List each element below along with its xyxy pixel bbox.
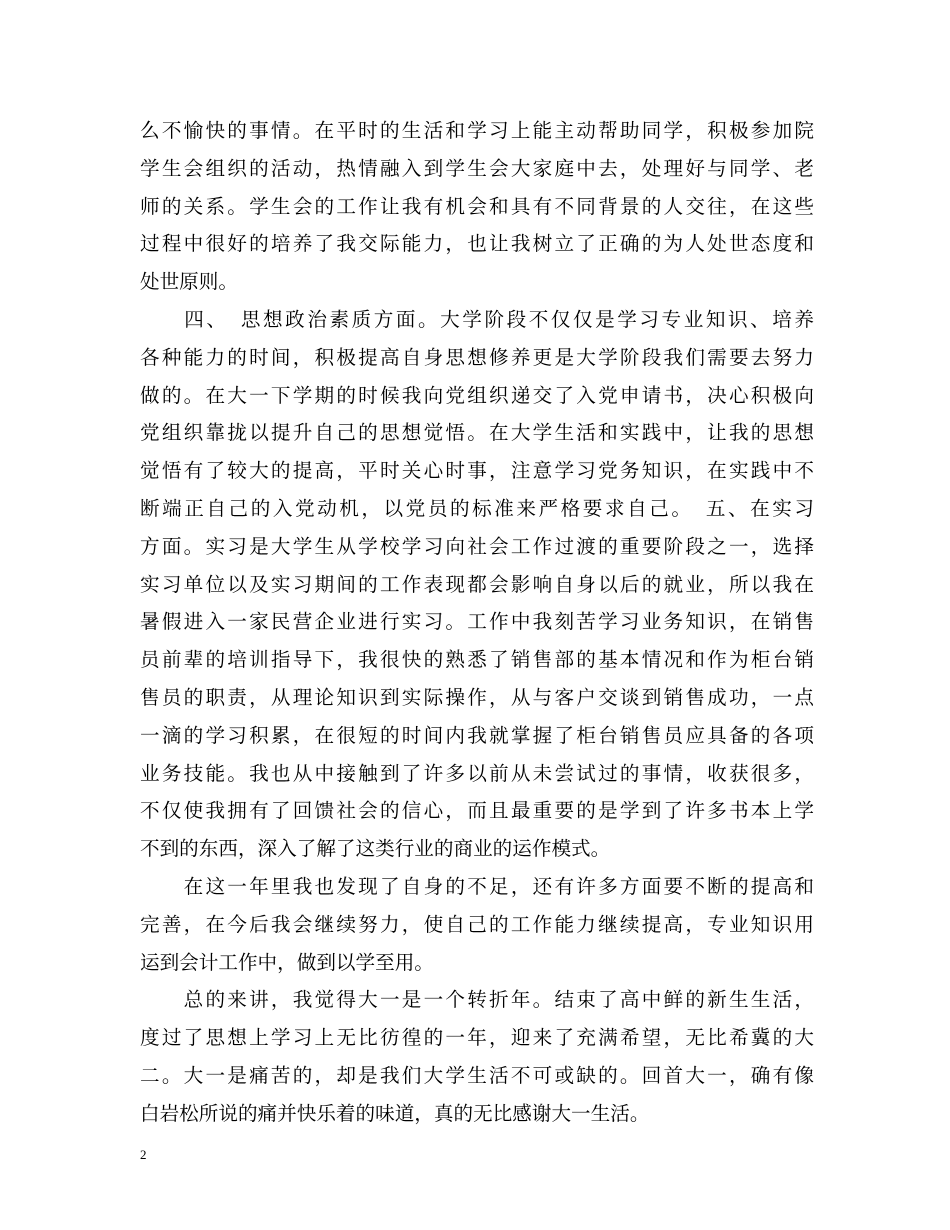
text-line: 四、 思想政治素质方面。大学阶段不仅仅是学习专业知识、培养 (140, 307, 814, 331)
text-line: 么不愉快的事情。在平时的生活和学习上能主动帮助同学，积极参加院 (140, 119, 814, 142)
text-line: 总的来讲，我觉得大一是一个转折年。结束了高中鲜的新生生活， (140, 988, 814, 1012)
text-line: 不到的东西，深入了解了这类行业的商业的运作模式。 (140, 837, 611, 861)
text-line: 在这一年里我也发现了自身的不足，还有许多方面要不断的提高和 (140, 874, 814, 898)
text-line: 员前辈的培训指导下，我很快的熟悉了销售部的基本情况和作为柜台销 (140, 648, 814, 672)
text-line: 觉悟有了较大的提高，平时关心时事，注意学习党务知识，在实践中不 (140, 459, 814, 483)
text-line: 白岩松所说的痛并快乐着的味道，真的无比感谢大一生活。 (140, 1101, 650, 1125)
text-line: 度过了思想上学习上无比彷徨的一年，迎来了充满希望，无比希冀的大 (140, 1026, 814, 1050)
text-line: 断端正自己的入党动机，以党员的标准来严格要求自己。 五、在实习 (140, 496, 814, 520)
text-line: 过程中很好的培养了我交际能力，也让我树立了正确的为人处世态度和 (140, 232, 814, 256)
text-line: 学生会组织的活动，热情融入到学生会大家庭中去，处理好与同学、老 (140, 156, 814, 180)
text-line: 师的关系。学生会的工作让我有机会和具有不同背景的人交往，在这些 (140, 194, 814, 218)
text-line: 做的。在大一下学期的时候我向党组织递交了入党申请书，决心积极向 (140, 383, 814, 407)
text-line: 业务技能。我也从中接触到了许多以前从未尝试过的事情，收获很多， (140, 761, 814, 785)
text-line: 实习单位以及实习期间的工作表现都会影响自身以后的就业，所以我在 (140, 572, 814, 596)
text-line: 不仅使我拥有了回馈社会的信心，而且最重要的是学到了许多书本上学 (140, 799, 814, 823)
text-line: 售员的职责，从理论知识到实际操作，从与客户交谈到销售成功，一点 (140, 685, 814, 709)
text-line: 运到会计工作中，做到以学至用。 (140, 950, 434, 974)
text-line: 党组织靠拢以提升自己的思想觉悟。在大学生活和实践中，让我的思想 (140, 421, 814, 445)
text-line: 暑假进入一家民营企业进行实习。工作中我刻苦学习业务知识，在销售 (140, 610, 814, 634)
body-text (140, 112, 814, 1133)
page-number: 2 (140, 1147, 147, 1162)
text-line: 一滴的学习积累，在很短的时间内我就掌握了柜台销售员应具备的各项 (140, 723, 814, 747)
text-line: 二。大一是痛苦的，却是我们大学生活不可或缺的。回首大一，确有像 (140, 1063, 814, 1087)
text-line: 处世原则。 (140, 270, 238, 294)
text-line: 各种能力的时间，积极提高自身思想修养更是大学阶段我们需要去努力 (140, 345, 814, 369)
text-line: 完善，在今后我会继续努力，使自己的工作能力继续提高，专业知识用 (140, 912, 814, 936)
text-line: 方面。实习是大学生从学校学习向社会工作过渡的重要阶段之一，选择 (140, 534, 814, 558)
